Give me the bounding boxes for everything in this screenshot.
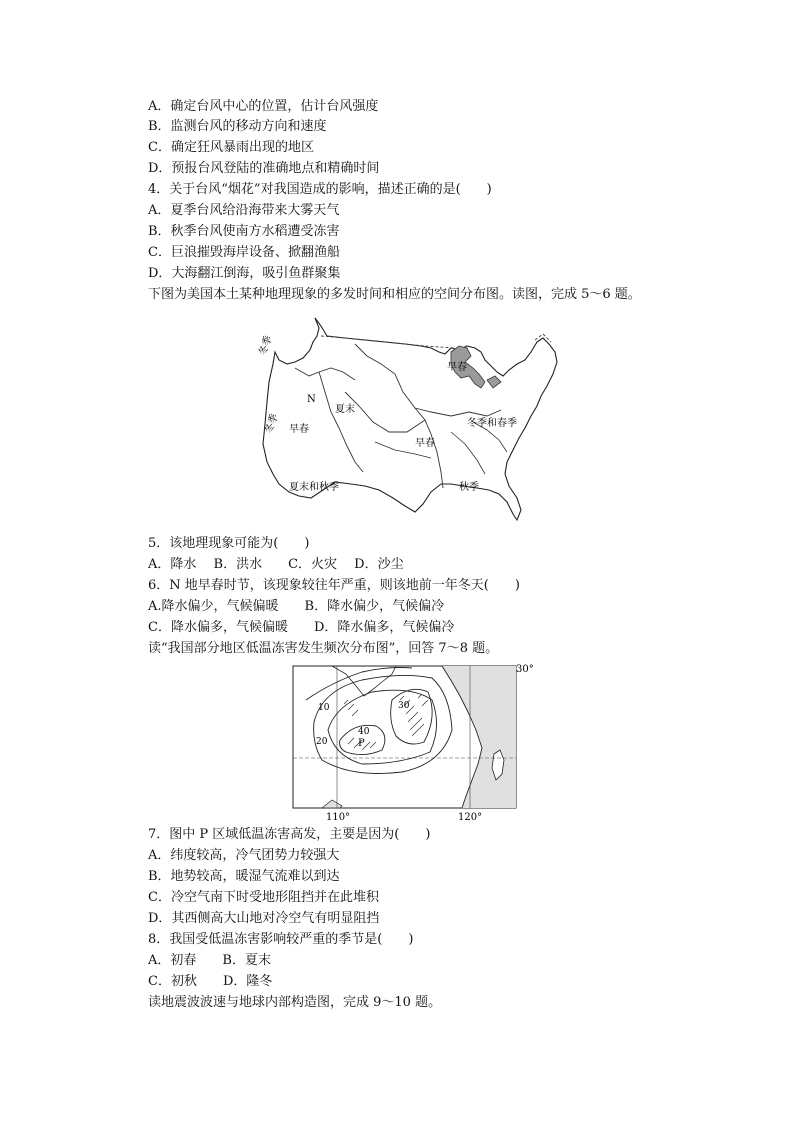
us-map-figure [255, 312, 561, 524]
text-line: A．纬度较高，冷气团势力较强大 [148, 848, 340, 863]
us-map-label: 秋季 [459, 482, 479, 493]
text-line: C．初秋 D．隆冬 [148, 974, 273, 989]
text-line: 7．图中 P 区域低温冻害高发，主要是因为( ) [148, 827, 431, 842]
text-line: D．其西侧高大山地对冷空气有明显阻挡 [148, 911, 380, 926]
text-line: A．确定台风中心的位置，估计台风强度 [148, 99, 379, 114]
text-line: D．预报台风登陆的准确地点和精确时间 [148, 161, 380, 176]
lon-label: 120° [458, 812, 483, 822]
text-line: 5．该地理现象可能为( ) [148, 536, 310, 551]
text-line: 4．关于台风“烟花”对我国造成的影响，描述正确的是( ) [148, 182, 492, 197]
text-line: 6．N 地早春时节，该现象较往年严重，则该地前一年冬天( ) [148, 578, 520, 593]
lat-label: 30° [516, 664, 534, 675]
contour-label: 30 [398, 701, 410, 711]
us-map-label: N [307, 394, 316, 405]
contour-label: 10 [318, 703, 330, 713]
us-map-label: 早春 [289, 424, 309, 435]
point-label: P [358, 738, 365, 749]
text-line: D．大海翻江倒海，吸引鱼群聚集 [148, 266, 341, 281]
text-line: 下图为美国本土某种地理现象的多发时间和相应的空间分布图。读图，完成 5～6 题。 [148, 287, 641, 302]
text-line: 读“我国部分地区低温冻害发生频次分布图”，回答 7～8 题。 [148, 641, 499, 656]
text-line: A．夏季台风给沿海带来大雾天气 [148, 203, 340, 218]
text-line: 读地震波波速与地球内部构造图，完成 9～10 题。 [148, 995, 442, 1010]
us-map-label: 冬季和春季 [467, 418, 517, 429]
text-line: C．降水偏多，气候偏暖 D．降水偏多，气候偏冷 [148, 620, 455, 635]
text-line: A．初春 B．夏末 [148, 953, 271, 968]
text-line: A.降水偏少，气候偏暖 B．降水偏少，气候偏冷 [148, 599, 445, 614]
text-line: B．秋季台风使南方水稻遭受冻害 [148, 224, 340, 239]
text-line: 8．我国受低温冻害影响较严重的季节是( ) [148, 932, 414, 947]
text-line: C．冷空气南下时受地形阻挡并在此堆积 [148, 890, 379, 905]
us-map-label: 夏末 [335, 404, 355, 415]
contour-label: 20 [316, 737, 328, 747]
lon-label: 110° [326, 812, 351, 822]
china-frost-map-figure [292, 660, 544, 822]
text-line: A．降水 B．洪水 C．火灾 D．沙尘 [148, 557, 404, 572]
us-map-label: 冬季 [263, 412, 281, 436]
text-line: C．巨浪摧毁海岸设备、掀翻渔船 [148, 245, 340, 260]
text-line: B．地势较高，暖湿气流难以到达 [148, 869, 340, 884]
text-line: B．监测台风的移动方向和速度 [148, 119, 327, 134]
text-line: C．确定狂风暴雨出现的地区 [148, 140, 314, 155]
us-map-label: 早春 [415, 438, 435, 449]
us-map-label: 早春 [447, 362, 467, 373]
contour-label: 40 [358, 727, 370, 737]
us-map-label: 夏末和秋季 [289, 482, 339, 493]
us-map-label: 冬季 [257, 334, 275, 358]
